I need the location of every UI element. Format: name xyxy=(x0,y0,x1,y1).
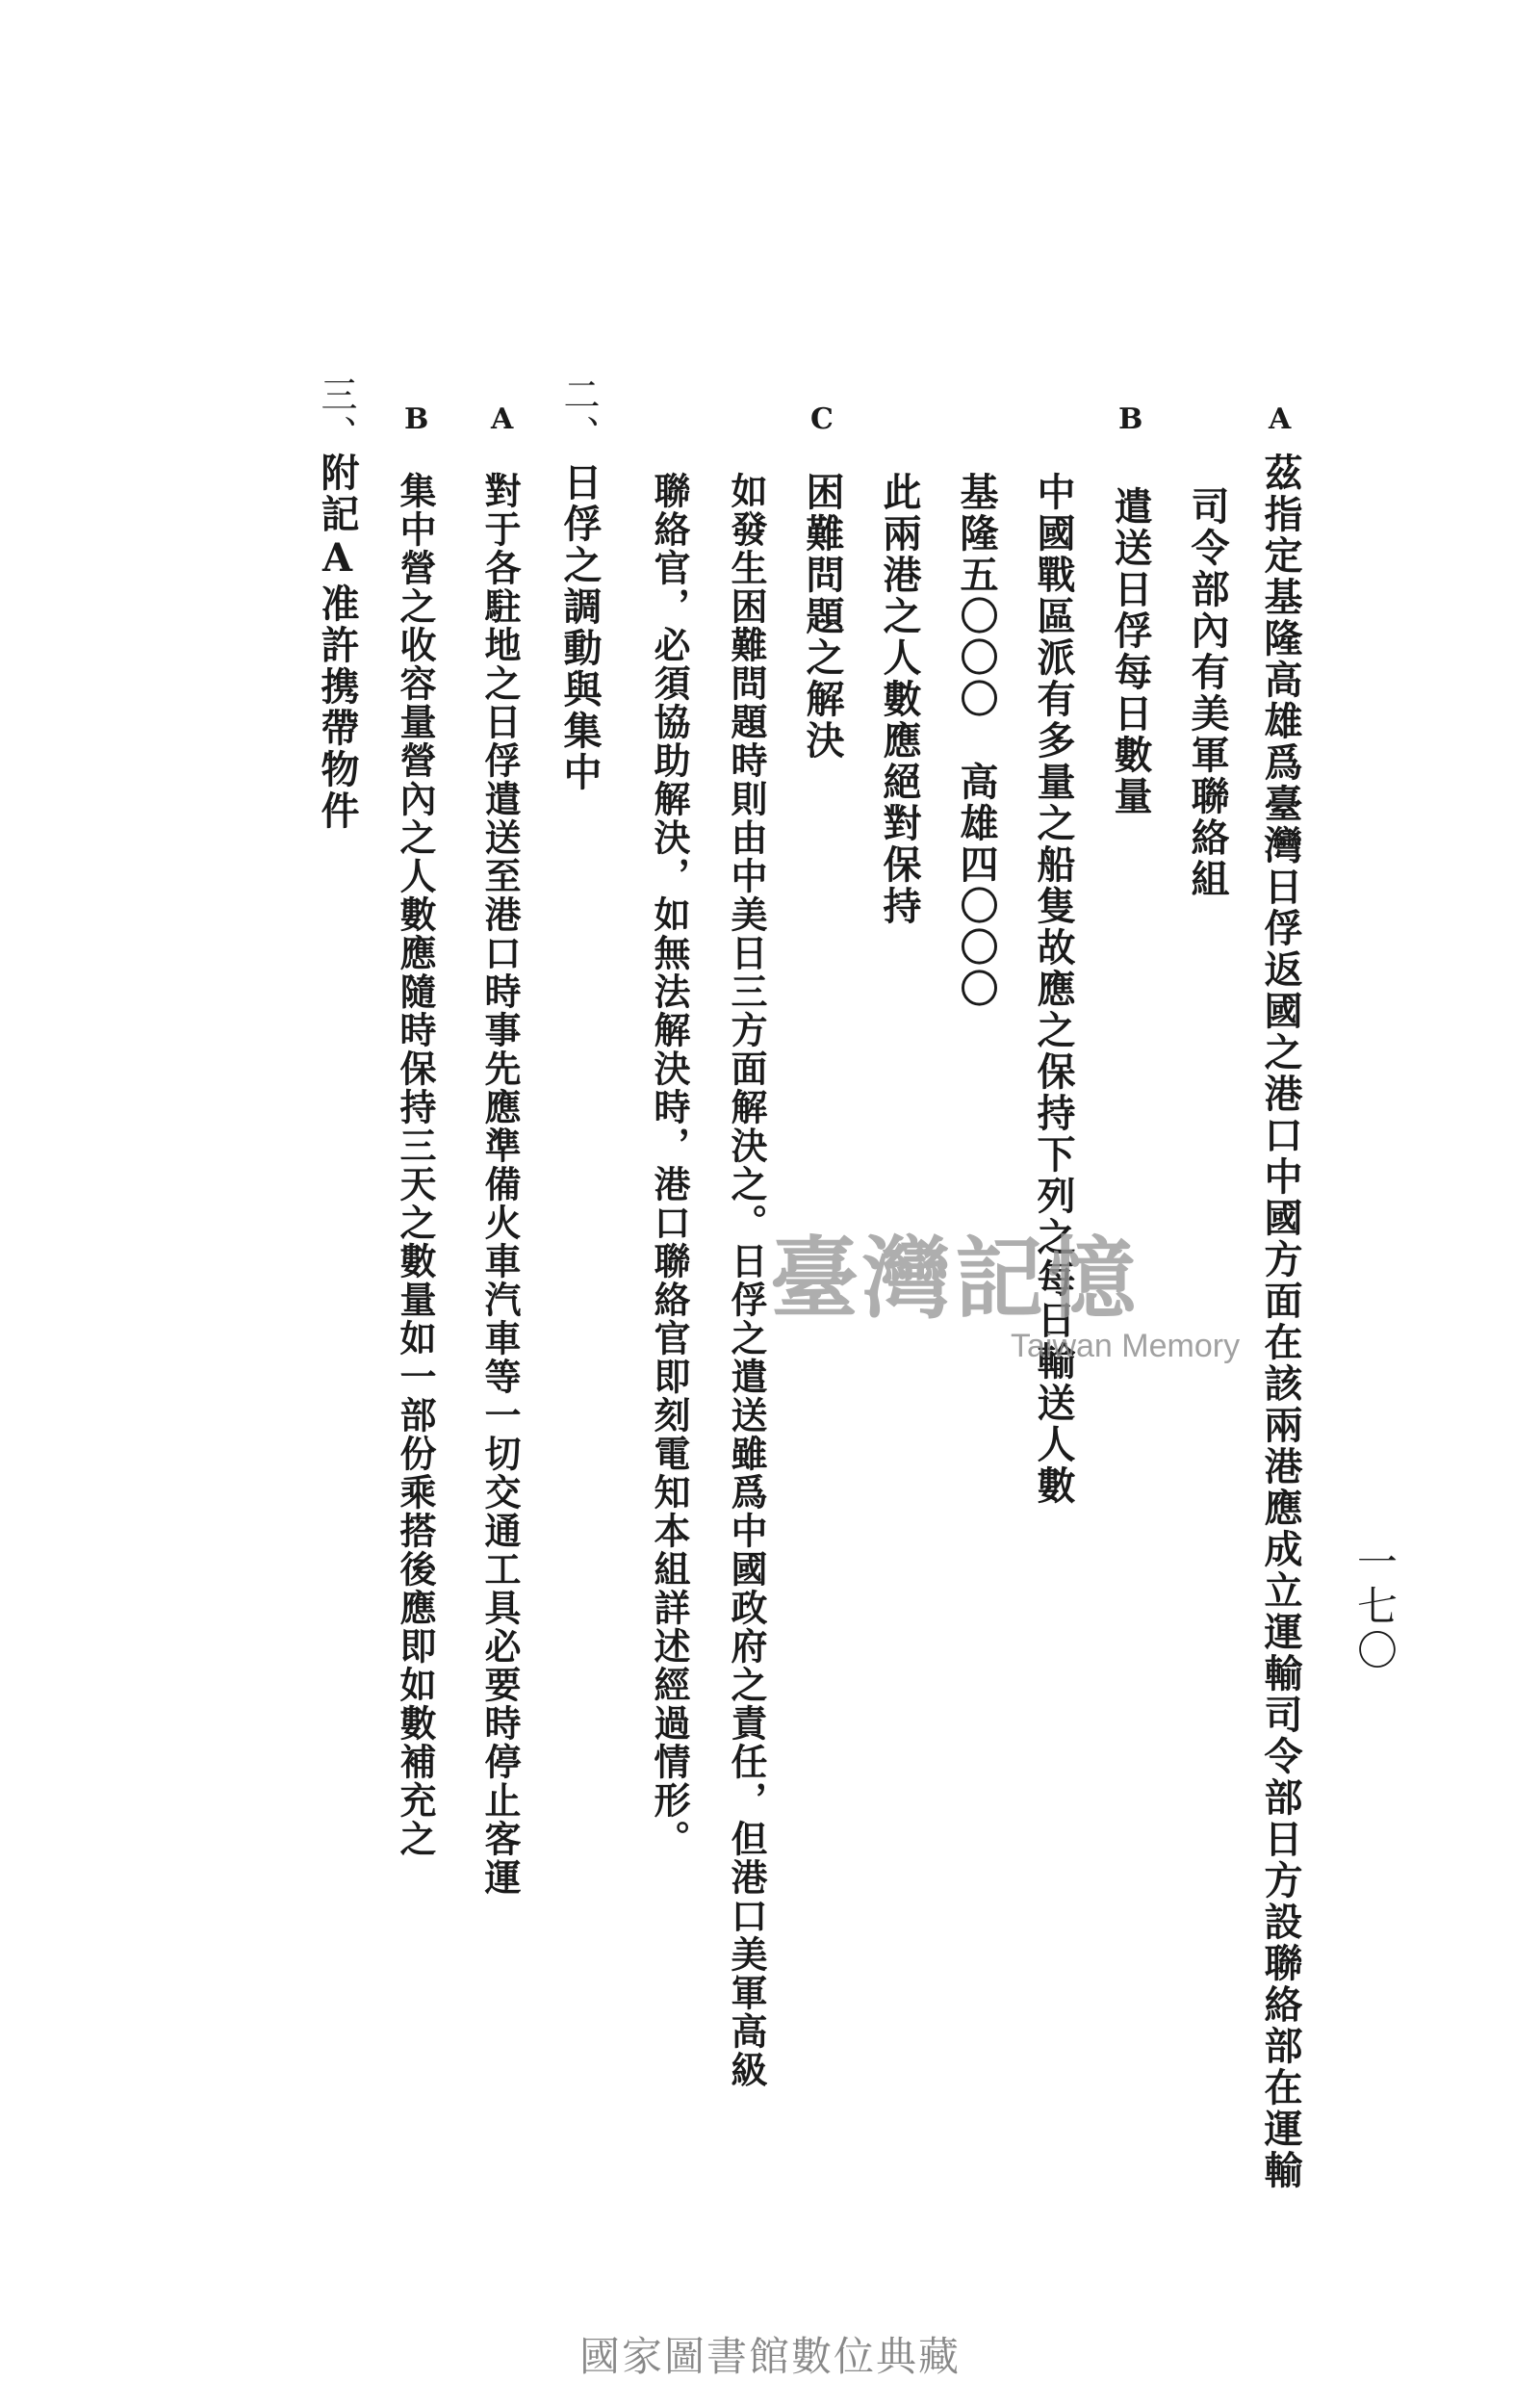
text-column-4: 中國戰區派有多量之船隻故應之保持下列之每日輸送人數 xyxy=(1031,472,1076,1507)
text-column-5: 基隆五〇〇〇 高雄四〇〇〇 xyxy=(954,472,999,1010)
section-marker-three: 三、 xyxy=(315,375,357,454)
section-marker-c: C xyxy=(810,402,834,436)
text-column-1: 茲指定基隆高雄爲臺灣日俘返國之港口中國方面在該兩港應成立運輸司令部日方設聯絡部在運輸 xyxy=(1258,453,1303,2191)
watermark-chinese: 臺灣記憶 xyxy=(770,1227,1141,1331)
text-column-9: 聯絡官，必須協助解決，如無法解決時，港口聯絡官即刻電知本組詳述經過情形。 xyxy=(648,472,691,1858)
text-column-3: 遣送日俘每日數量 xyxy=(1108,486,1153,817)
section-marker-two: 二、 xyxy=(557,375,600,454)
watermark-english: Taiwan Memory xyxy=(1011,1328,1241,1364)
text-column-6: 此兩港之人數應絕對保持 xyxy=(877,472,922,927)
watermark xyxy=(770,1208,1240,1365)
text-column-8: 如發生困難問題時則由中美日三方面解決之。日俘之遣送雖爲中國政府之責任，但港口美軍高級 xyxy=(725,472,768,2089)
section-marker-a2: A xyxy=(491,402,514,436)
text-column-10: 日俘之調動與集中 xyxy=(557,462,603,793)
section-marker-b2: B xyxy=(404,402,429,436)
text-column-2: 司令部內有美軍聯絡組 xyxy=(1185,486,1230,900)
text-column-12: 集中營之收容量營內之人數應隨時保持三天之數量如一部份乘搭後應即如數補充之 xyxy=(394,472,437,1858)
footer-archive-label: 國家圖書館數位典藏 xyxy=(578,2333,961,2380)
page-number: 一七〇 xyxy=(1351,1540,1399,1673)
section-marker-a1: A xyxy=(1269,402,1292,436)
section-marker-b1: B xyxy=(1118,402,1143,436)
text-column-13: 附記A准許携帶物件 xyxy=(315,453,360,832)
text-column-11: 對于各駐地之日俘遣送至港口時事先應準備火車汽車等一切交通工具必要時停止客運 xyxy=(478,472,522,1897)
text-column-7: 困難問題之解決 xyxy=(800,472,845,762)
